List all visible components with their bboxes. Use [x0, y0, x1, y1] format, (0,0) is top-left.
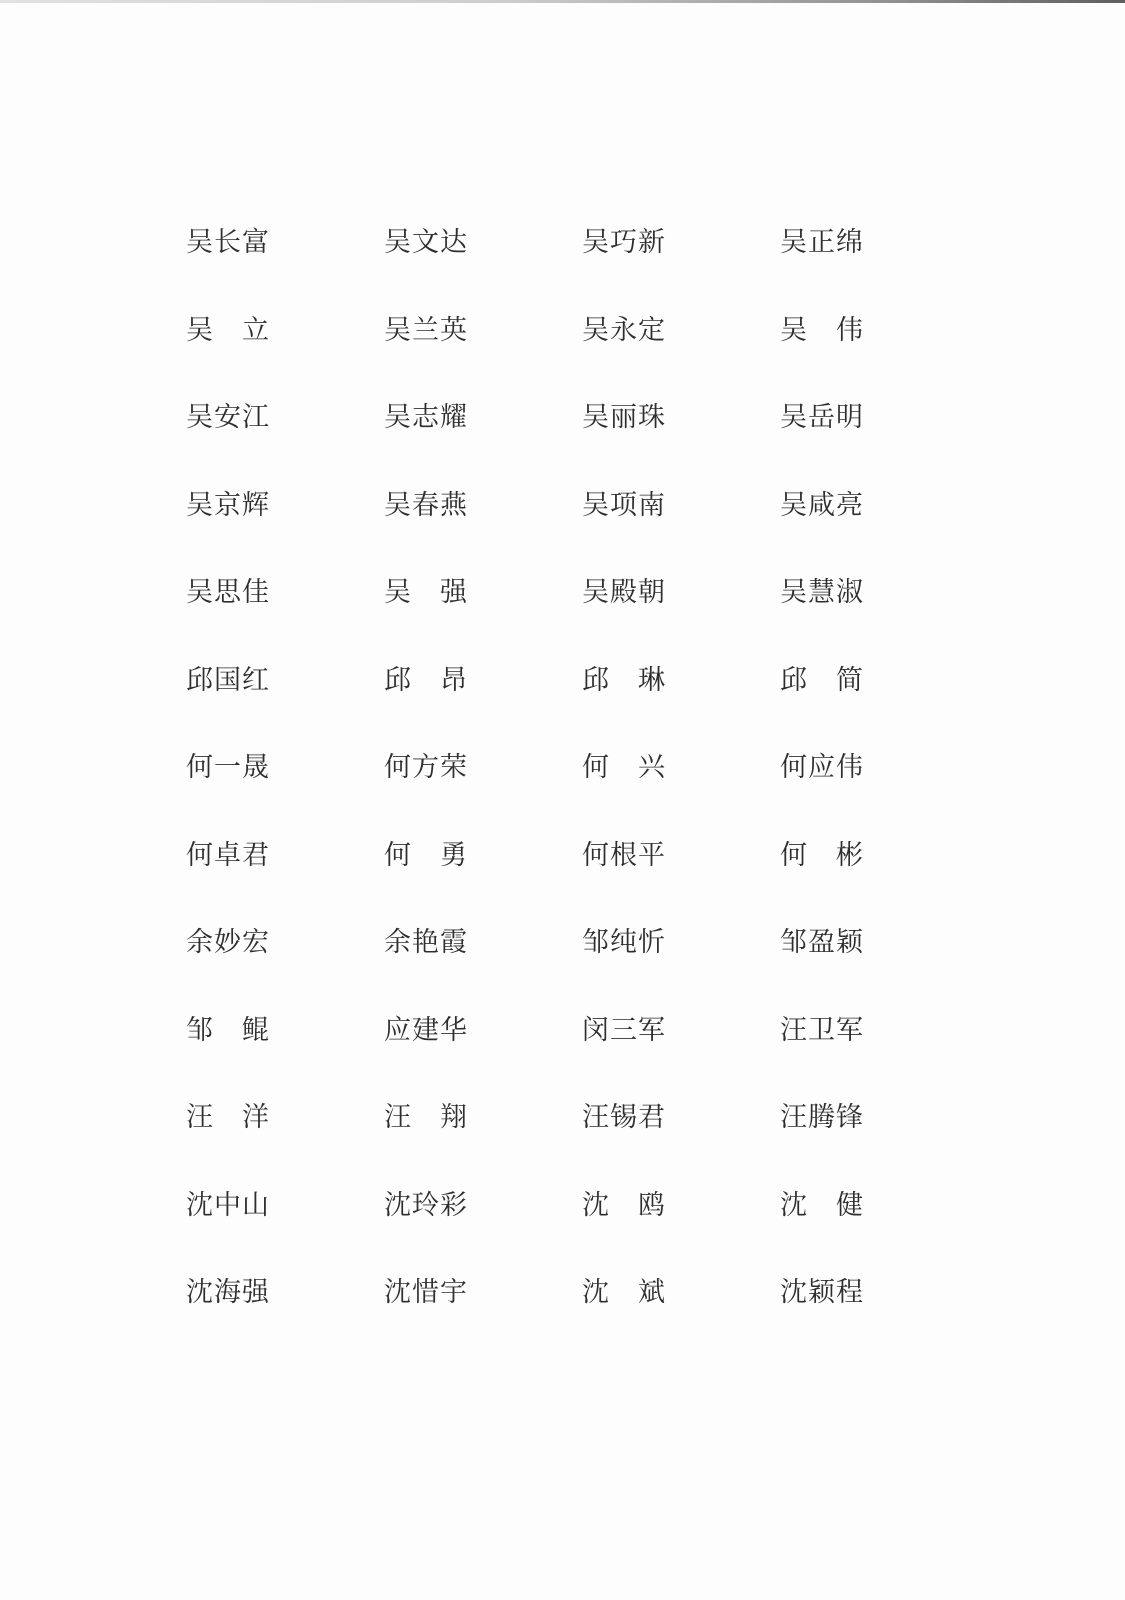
name-entry: 吴思佳: [186, 577, 270, 608]
name-entry: 吴 立: [186, 314, 270, 346]
name-entry: 何 兴: [582, 752, 666, 783]
name-entry: 何应伟: [780, 752, 864, 783]
name-entry: 汪腾锋: [780, 1102, 864, 1133]
name-entry: 余艳霞: [384, 927, 468, 958]
name-entry: 吴殿朝: [582, 577, 666, 608]
name-entry: 邹 鲲: [186, 1014, 270, 1046]
name-entry: 沈中山: [186, 1189, 270, 1221]
name-entry: 何 勇: [384, 839, 468, 871]
name-entry: 沈海强: [186, 1277, 270, 1308]
name-entry: 何一晟: [186, 752, 270, 783]
name-entry: 邱 琳: [582, 664, 666, 696]
name-entry: 吴岳明: [780, 402, 864, 433]
name-entry: 吴长富: [186, 227, 270, 258]
name-entry: 沈 鸥: [582, 1189, 666, 1221]
name-entry: 余妙宏: [186, 927, 270, 958]
name-entry: 吴正绵: [780, 227, 864, 258]
name-entry: 邱 昂: [384, 664, 468, 696]
name-entry: 邹盈颖: [780, 927, 864, 958]
name-list-grid: [186, 224, 978, 1362]
name-entry: 汪锡君: [582, 1102, 666, 1133]
name-entry: 吴项南: [582, 489, 666, 521]
name-entry: 沈 健: [780, 1189, 864, 1221]
name-entry: 邱国红: [186, 664, 270, 696]
name-entry: 何 彬: [780, 839, 864, 871]
name-entry: 何方荣: [384, 752, 468, 783]
name-entry: 汪 翔: [384, 1102, 468, 1133]
name-entry: 沈玲彩: [384, 1189, 468, 1221]
name-entry: 吴兰英: [384, 314, 468, 346]
name-entry: 沈惜宇: [384, 1277, 468, 1308]
name-entry: 应建华: [384, 1014, 468, 1046]
name-entry: 邹纯忻: [582, 927, 666, 958]
name-entry: 吴 强: [384, 577, 468, 608]
name-entry: 吴丽珠: [582, 402, 666, 433]
name-entry: 吴 伟: [780, 314, 864, 346]
name-entry: 吴巧新: [582, 227, 666, 258]
name-entry: 何卓君: [186, 839, 270, 871]
name-entry: 吴慧淑: [780, 577, 864, 608]
name-entry: 汪卫军: [780, 1014, 864, 1046]
name-entry: 吴永定: [582, 314, 666, 346]
name-entry: 吴京辉: [186, 489, 270, 521]
name-entry: 何根平: [582, 839, 666, 871]
name-entry: 汪 洋: [186, 1102, 270, 1133]
name-entry: 闵三军: [582, 1014, 666, 1046]
name-entry: 吴安江: [186, 402, 270, 433]
name-entry: 吴志耀: [384, 402, 468, 433]
name-entry: 沈 斌: [582, 1277, 666, 1308]
name-entry: 沈颖程: [780, 1277, 864, 1308]
name-entry: 吴春燕: [384, 489, 468, 521]
name-entry: 吴文达: [384, 227, 468, 258]
name-entry: 吴咸亮: [780, 489, 864, 521]
name-entry: 邱 简: [780, 664, 864, 696]
scan-top-edge: [0, 0, 1125, 3]
